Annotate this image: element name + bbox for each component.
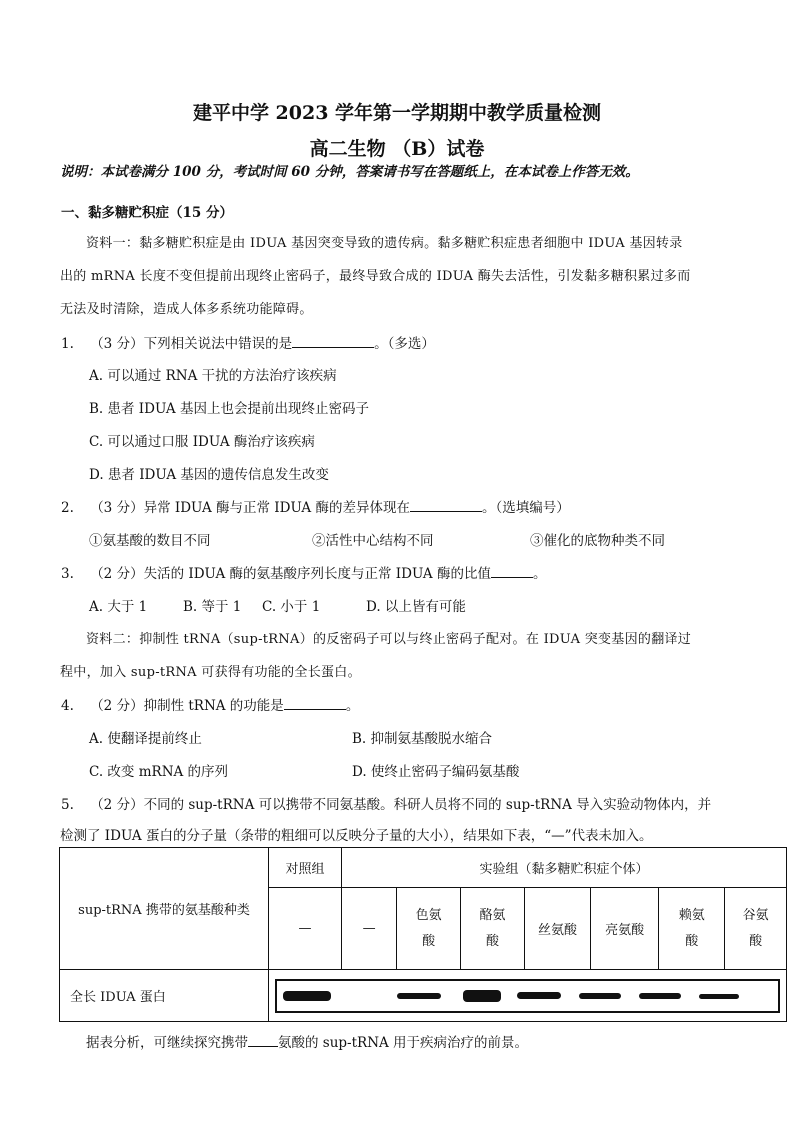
option: B. 等于 1 (183, 599, 242, 615)
question-number: 2. (61, 500, 74, 516)
exam-note: 说明：本试卷满分 100 分，考试时间 60 分钟，答案请书写在答题纸上，在本试卷上作答无效。 (60, 164, 639, 180)
table-cell: 色氨 酸 (397, 888, 461, 970)
option: C. 小于 1 (262, 599, 321, 615)
conclusion-text: 据表分析，可继续探究携带 (86, 1035, 248, 1051)
page-title: 建平中学 2023 学年第一学期期中教学质量检测 (192, 102, 602, 124)
protein-band (699, 994, 739, 999)
option: ①氨基酸的数目不同 (89, 533, 211, 549)
question-stem-end: 。 (532, 566, 547, 582)
question-stem-end: 。 (345, 698, 360, 714)
question-stem-end: 。（多选） (374, 336, 435, 352)
option: D. 以上皆有可能 (366, 599, 466, 615)
question-stem-line: 检测了 IDUA 蛋白的分子量（条带的粗细可以反映分子量的大小），结果如下表，“—”代表未加入。 (60, 828, 653, 844)
table-cell: 亮氨酸 (591, 888, 659, 970)
page-subtitle: 高二生物 （B）试卷 (309, 138, 485, 160)
option: A. 使翻译提前终止 (89, 731, 202, 747)
question-stem-end: 。（选填编号） (481, 500, 570, 516)
answer-blank[interactable] (248, 1034, 278, 1047)
gel-image (275, 979, 780, 1013)
experimental-group-header: 实验组（黏多糖贮积症个体） (342, 848, 787, 888)
table-cell: 丝氨酸 (524, 888, 590, 970)
question-number: 1. (61, 336, 74, 352)
results-table (59, 847, 787, 1022)
question-stem: （2 分）抑制性 tRNA 的功能是 (90, 698, 284, 714)
material1-line: 无法及时清除，造成人体多系统功能障碍。 (60, 302, 313, 317)
material2-line: 程中，加入 sup-tRNA 可获得有功能的全长蛋白。 (60, 665, 361, 680)
table-cell: 赖氨 酸 (659, 888, 725, 970)
control-group-header: 对照组 (269, 848, 342, 888)
material2-line: 资料二：抑制性 tRNA（sup-tRNA）的反密码子可以与终止密码子配对。在 IDUA 突变基因的翻译过 (86, 632, 692, 647)
option: ②活性中心结构不同 (312, 533, 434, 549)
option: B. 抑制氨基酸脱水缩合 (352, 731, 493, 747)
protein-band (397, 993, 441, 999)
question-5 (61, 793, 711, 813)
question-stem: （3 分）下列相关说法中错误的是 (90, 336, 293, 352)
question-number: 4. (61, 698, 74, 714)
answer-blank[interactable] (292, 335, 374, 348)
option: C. 改变 mRNA 的序列 (89, 764, 229, 780)
row-header: 全长 IDUA 蛋白 (60, 970, 269, 1022)
table-cell: 谷氨 酸 (725, 888, 787, 970)
table-cell: — (269, 888, 342, 970)
question-1 (61, 332, 435, 352)
option: ③催化的底物种类不同 (530, 533, 665, 549)
question-4 (61, 694, 359, 714)
protein-band (283, 991, 331, 1001)
conclusion (86, 1031, 528, 1051)
option: D. 使终止密码子编码氨基酸 (352, 764, 520, 780)
protein-band (517, 992, 561, 999)
question-number: 3. (61, 566, 74, 582)
answer-blank[interactable] (410, 499, 482, 512)
answer-blank[interactable] (491, 565, 533, 578)
question-3 (61, 562, 546, 582)
protein-band (579, 993, 621, 999)
protein-band (639, 993, 681, 999)
option: C. 可以通过口服 IDUA 酶治疗该疾病 (89, 434, 315, 450)
question-stem: （2 分）失活的 IDUA 酶的氨基酸序列长度与正常 IDUA 酶的比值 (90, 566, 491, 582)
option: A. 可以通过 RNA 干扰的方法治疗该疾病 (89, 368, 337, 384)
question-number: 5. (61, 797, 74, 813)
material1-line: 出的 mRNA 长度不变但提前出现终止密码子，最终导致合成的 IDUA 酶失去活性，引发黏多糖积累过多而 (60, 269, 691, 284)
gel-result-cell (269, 970, 787, 1022)
material1-line: 资料一：黏多糖贮积症是由 IDUA 基因突变导致的遗传病。黏多糖贮积症患者细胞中 IDUA 基因转录 (86, 236, 683, 251)
protein-band (463, 990, 501, 1002)
option: A. 大于 1 (89, 599, 148, 615)
question-stem: （3 分）异常 IDUA 酶与正常 IDUA 酶的差异体现在 (90, 500, 410, 516)
option: B. 患者 IDUA 基因上也会提前出现终止密码子 (89, 401, 369, 417)
conclusion-text-end: 氨酸的 sup-tRNA 用于疾病治疗的前景。 (278, 1035, 529, 1051)
answer-blank[interactable] (284, 697, 346, 710)
option: D. 患者 IDUA 基因的遗传信息发生改变 (89, 467, 329, 483)
question-stem: （2 分）不同的 sup-tRNA 可以携带不同氨基酸。科研人员将不同的 sup-tRNA 导入实验动物体内，并 (90, 797, 712, 813)
table-cell: — (342, 888, 397, 970)
question-2 (61, 496, 570, 516)
section-heading: 一、黏多糖贮积症（15 分） (61, 205, 233, 221)
row-header: sup-tRNA 携带的氨基酸种类 (60, 848, 269, 970)
table-cell: 酪氨 酸 (461, 888, 525, 970)
